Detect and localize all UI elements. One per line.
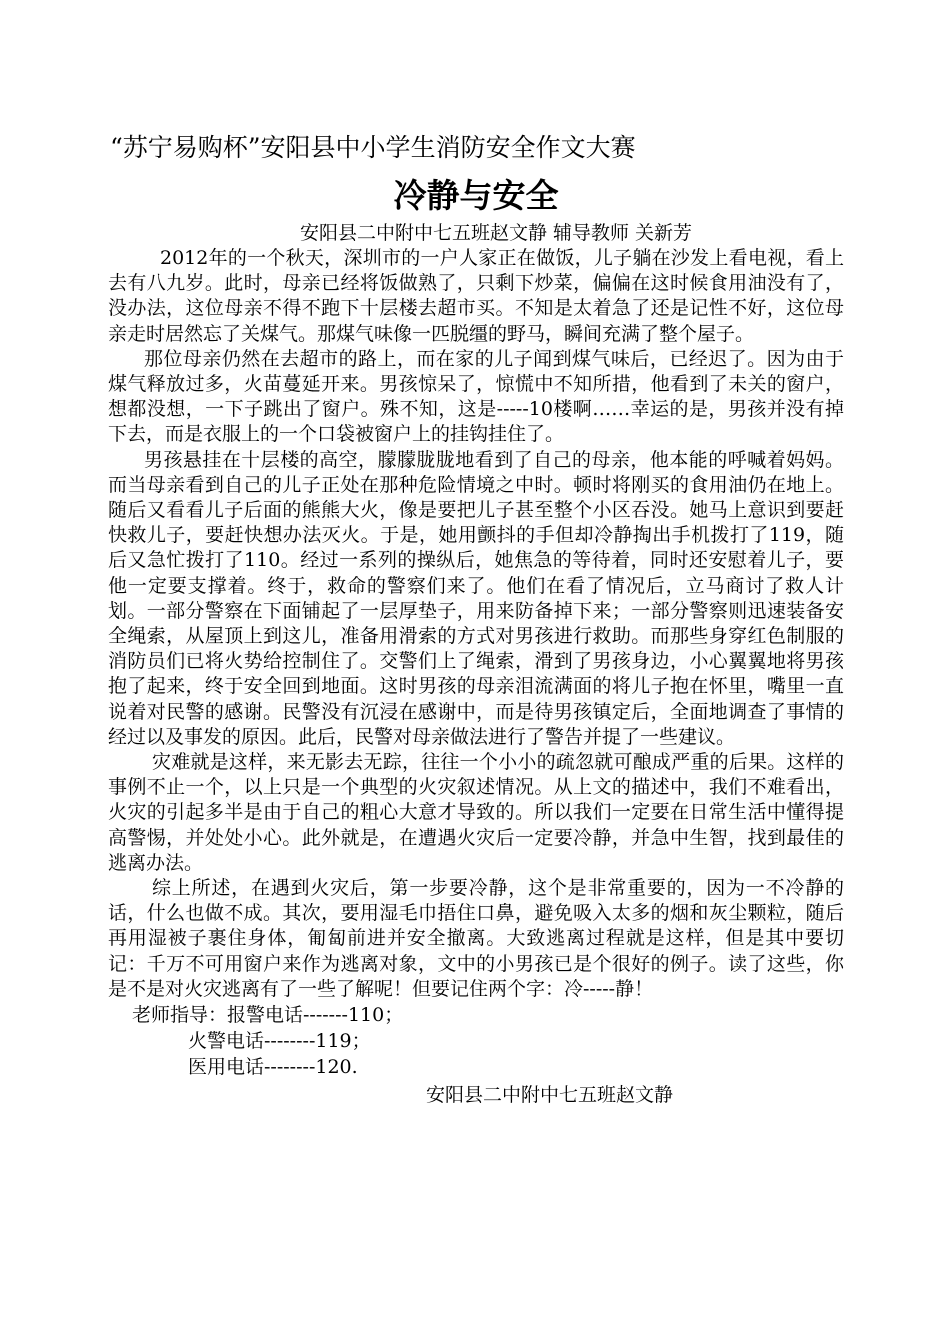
- author-signature: 安阳县二中附中七五班赵文静: [426, 1084, 674, 1107]
- essay-paragraph: 2012年的一个秋天，深圳市的一户人家正在做饭，儿子躺在沙发上看电视，看上去有八九岁。此时，母亲已经将饭做熟了，只剩下炒菜，偏偏在这时候食用油没有了，没办法，这位母亲不得不跑下十层楼去超市买。不知是太着急了还是记性不好，这位母亲走时居然忘了关煤气。那煤气味像一匹脱缰的野马，瞬间充满了整个屋子。: [108, 247, 844, 345]
- contest-heading: “苏宁易购杯”安阳县中小学生消防安全作文大赛: [110, 133, 636, 162]
- essay-paragraph: 那位母亲仍然在去超市的路上，而在家的儿子闻到煤气味后，已经迟了。因为由于煤气释放过多，火苗蔓延开来。男孩惊呆了，惊慌中不知所措，他看到了未关的窗户，想都没想，一下子跳出了窗户。殊不知，这是-----10楼啊……幸运的是，男孩并没有掉下去，而是衣服上的一个口袋被窗户上的挂钩挂住了。: [108, 347, 844, 446]
- essay-paragraph: 综上所述，在遇到火灾后，第一步要冷静，这个是非常重要的，因为一不冷静的话，什么也做不成。其次，要用湿毛巾捂住口鼻，避免吸入太多的烟和灰尘颗粒，随后再用湿被子裹住身体，匍匐前进并安全撤离。大致逃离过程就是这样，但是其中要切记：千万不可用窗户来作为逃离对象，文中的小男孩已是个很好的例子。读了这些，你是不是对火灾逃离有了一些了解呢！但要记住两个字：冷-----静！: [108, 877, 844, 1000]
- essay-paragraph: 灾难就是这样，来无影去无踪，往往一个小小的疏忽就可酿成严重的后果。这样的事例不止一个，以上只是一个典型的火灾叙述情况。从上文的描述中，我们不难看出，火灾的引起多半是由于自己的粗心大意才导致的。所以我们一定要在日常生活中懂得提高警惕，并处处小心。此外就是，在遭遇火灾后一定要冷静，并急中生智，找到最佳的逃离办法。: [108, 751, 844, 874]
- teacher-tip-fire: 火警电话--------119；: [188, 1030, 371, 1053]
- teacher-tip-police: 老师指导：报警电话-------110；: [132, 1004, 404, 1027]
- author-byline: 安阳县二中附中七五班赵文静 辅导教师 关新芳: [299, 222, 693, 244]
- teacher-tip-medical: 医用电话--------120.: [188, 1056, 358, 1079]
- essay-paragraph: 男孩悬挂在十层楼的高空，朦朦胧胧地看到了自己的母亲，他本能的呼喊着妈妈。而当母亲看到自己的儿子正处在那种危险情境之中时。顿时将刚买的食用油仍在地上。随后又看看儿子后面的熊熊大火，像是要把儿子甚至整个小区吞没。她马上意识到要赶快救儿子，要赶快想办法灭火。于是，她用颤抖的手但却冷静掏出手机拨打了119，随后又急忙拨打了110。经过一系列的操纵后，她焦急的等待着，同时还安慰着儿子，要他一定要支撑着。终于，救命的警察们来了。他们在看了情况后，立马商讨了救人计划。一部分警察在下面铺起了一层厚垫子，用来防备掉下来；一部分警察则迅速装备安全绳索，从屋顶上到这儿，准备用滑索的方式对男孩进行救助。而那些身穿红色制服的消防员们已将火势给控制住了。交警们上了绳索，滑到了男孩身边，小心翼翼地将男孩抱了起来，终于安全回到地面。这时男孩的母亲泪流满面的将儿子抱在怀里，嘴里一直说着对民警的感谢。民警没有沉浸在感谢中，而是待男孩镇定后，全面地调查了事情的经过以及事发的原因。此后，民警对母亲做法进行了警告并提了一些建议。: [108, 448, 844, 748]
- essay-title: 冷静与安全: [393, 176, 559, 215]
- document-page: [108, 128, 844, 1110]
